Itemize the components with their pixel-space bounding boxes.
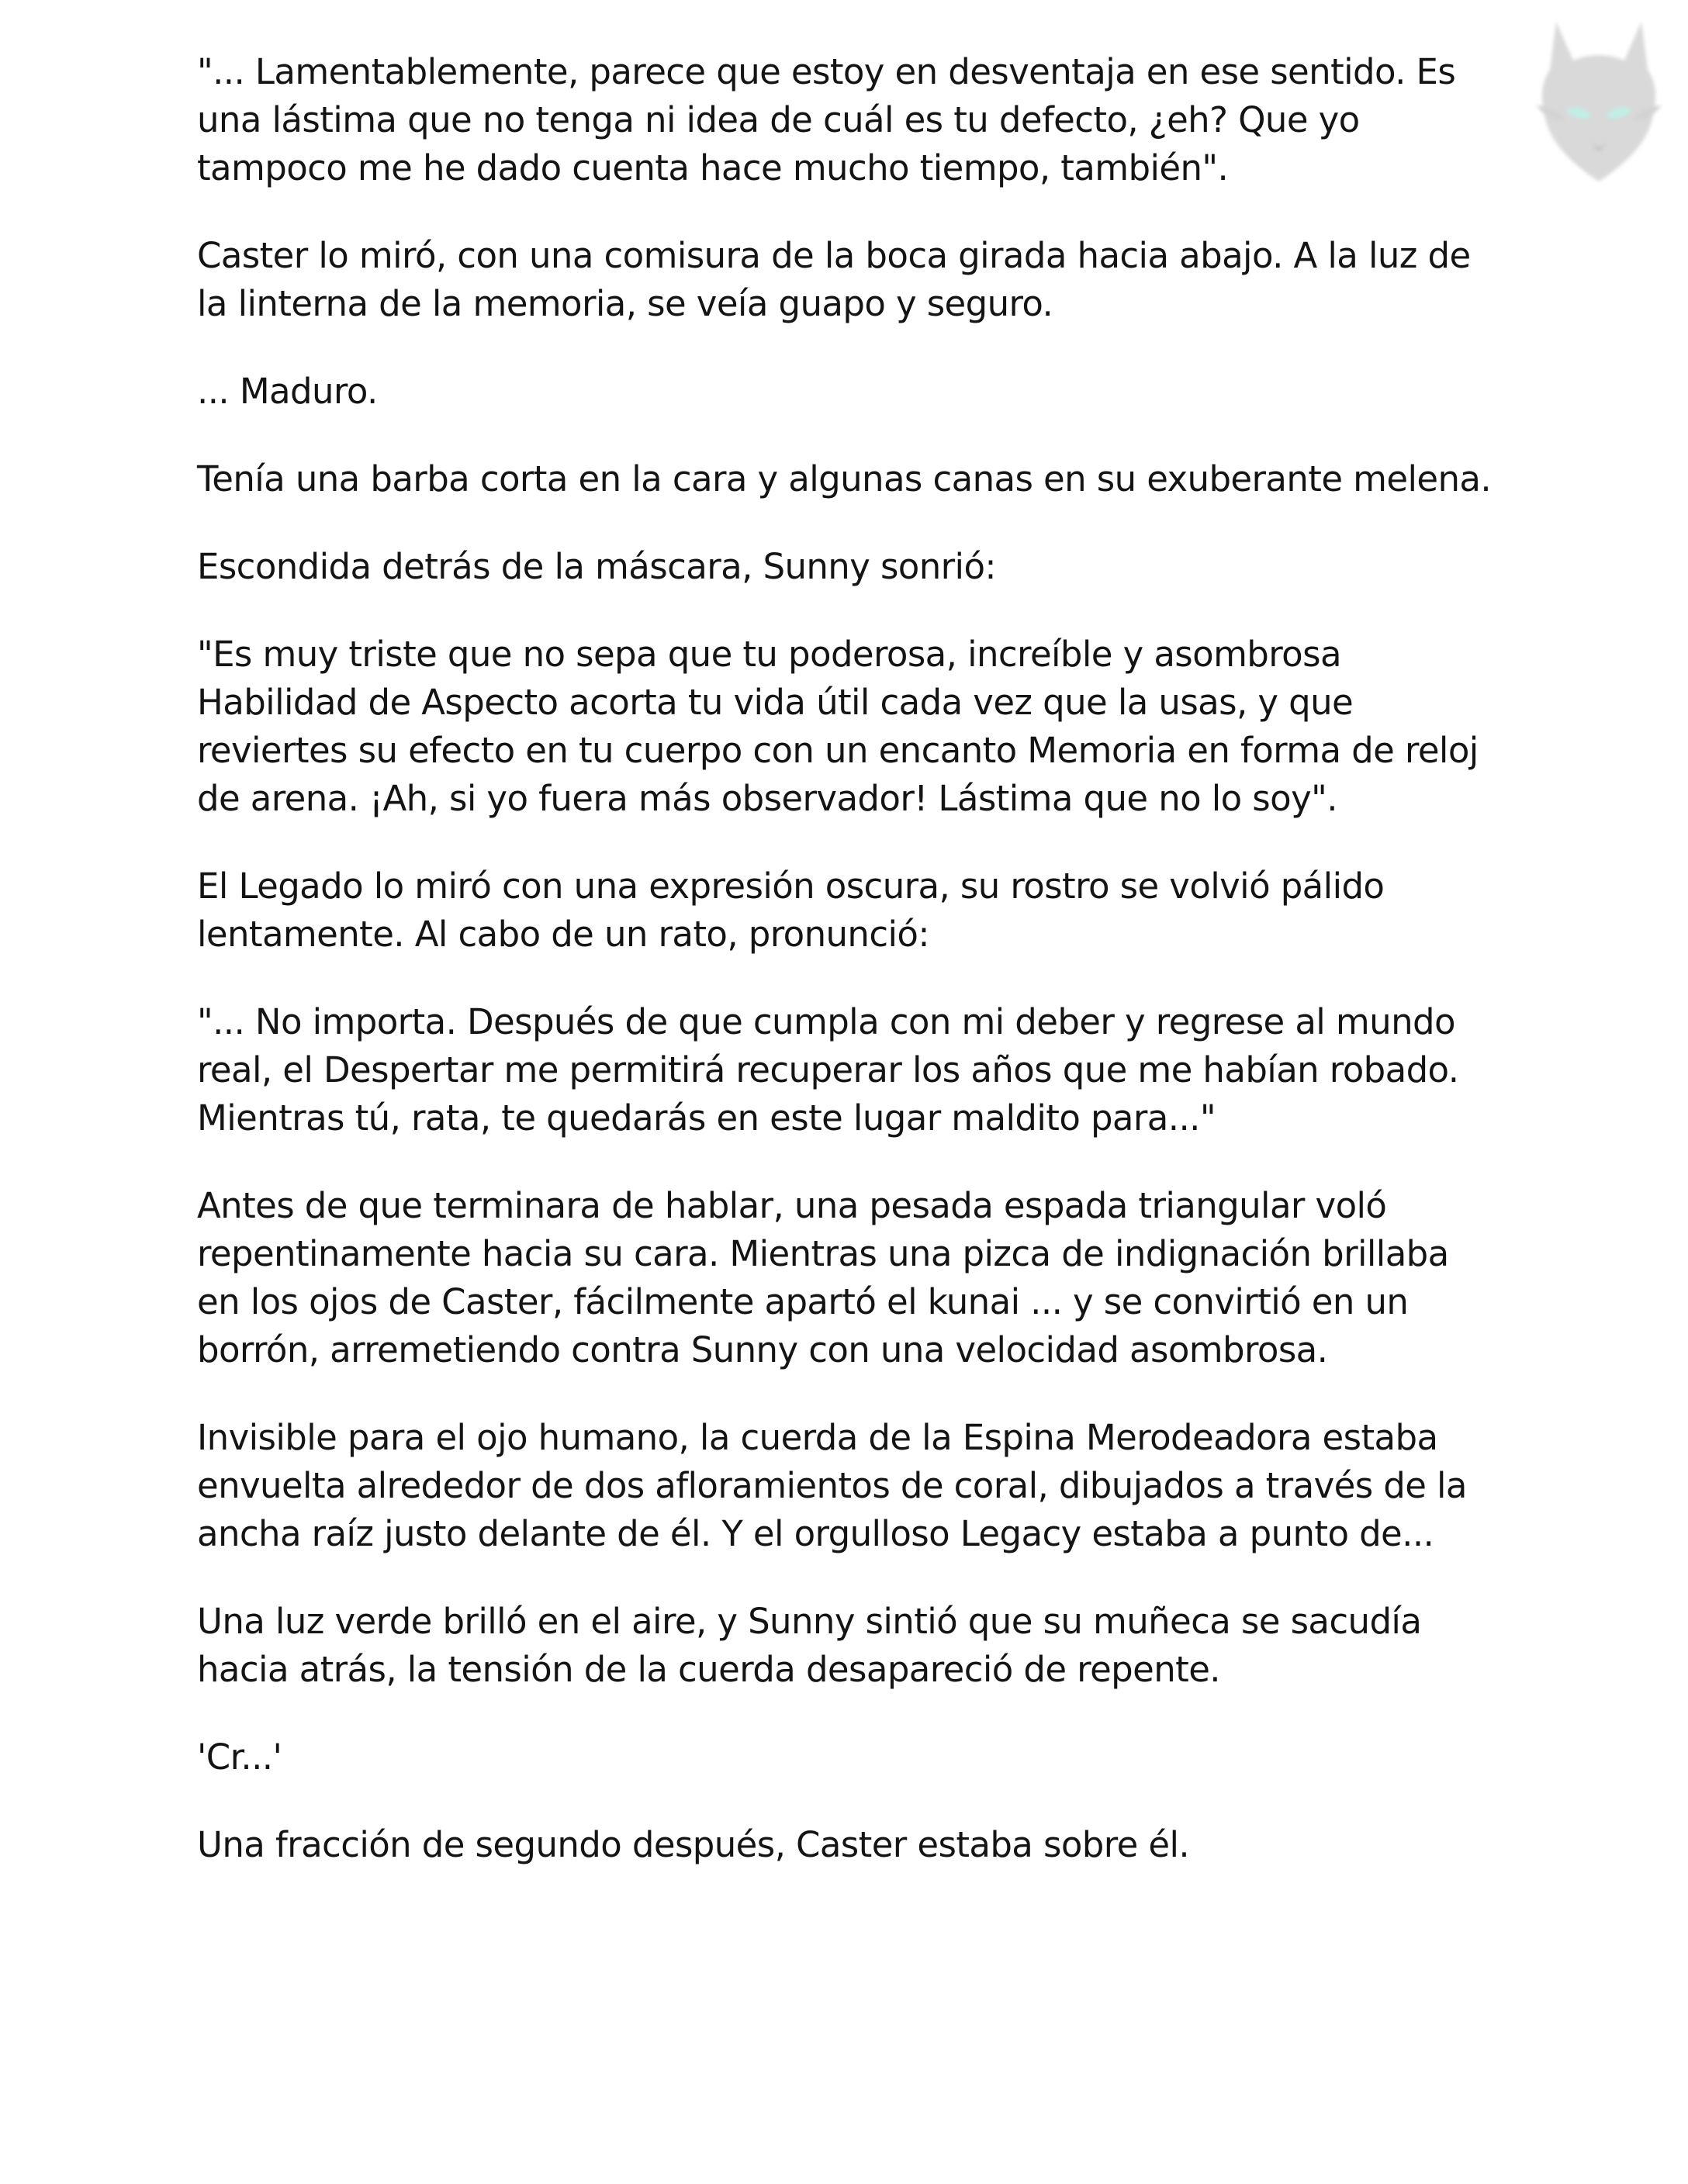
paragraph: Tenía una barba corta en la cara y algunas canas en su exuberante melena. xyxy=(197,458,1492,499)
paragraph: "... Lamentablemente, parece que estoy en desventaja en ese sentido. Es una lástima que no tenga ni idea de cuál es tu defecto, ¿eh? Que yo tampoco me he dado cuenta hace mucho tiempo, también". xyxy=(197,51,1456,188)
paragraph: Caster lo miró, con una comisura de la boca girada hacia abajo. A la luz de la linterna de la memoria, se veía guapo y seguro. xyxy=(197,235,1471,324)
paragraph: 'Cr...' xyxy=(197,1736,282,1778)
demon-head-icon xyxy=(1525,16,1672,186)
paragraph: El Legado lo miró con una expresión oscura, su rostro se volvió pálido lentamente. Al cabo de un rato, pronunció: xyxy=(197,866,1385,955)
logo-graphic xyxy=(1525,16,1672,186)
document-body xyxy=(197,48,1500,1909)
paragraph: Antes de que terminara de hablar, una pesada espada triangular voló repentinamente hacia su cara. Mientras una pizca de indignación brillaba en los ojos de Caster, fácilmente apartó el kunai ... y se convirtió en un borrón, arremetiendo contra Sunny con una velocidad asombrosa. xyxy=(197,1185,1449,1370)
paragraph: Escondida detrás de la máscara, Sunny sonrió: xyxy=(197,546,996,587)
paragraph: Invisible para el ojo humano, la cuerda de la Espina Merodeadora estaba envuelta alrededor de dos afloramientos de coral, dibujados a través de la ancha raíz justo delante de él. Y el orgulloso Legacy estaba a punto de... xyxy=(197,1417,1467,1554)
paragraph: "Es muy triste que no sepa que tu poderosa, increíble y asombrosa Habilidad de Aspecto acorta tu vida útil cada vez que la usas, y que reviertes su efecto en tu cuerpo con un encanto Memoria en forma de reloj de arena. ¡Ah, si yo fuera más observador! Lástima que no lo soy". xyxy=(197,634,1479,819)
paragraph: Una fracción de segundo después, Caster estaba sobre él. xyxy=(197,1824,1190,1865)
paragraph: Una luz verde brilló en el aire, y Sunny sintió que su muñeca se sacudía hacia atrás, la tensión de la cuerda desapareció de repente. xyxy=(197,1601,1422,1690)
paragraph: ... Maduro. xyxy=(197,371,378,412)
paragraph: "... No importa. Después de que cumpla con mi deber y regrese al mundo real, el Despertar me permitirá recuperar los años que me habían robado. Mientras tú, rata, te quedarás en este lugar maldito para..." xyxy=(197,1001,1459,1139)
